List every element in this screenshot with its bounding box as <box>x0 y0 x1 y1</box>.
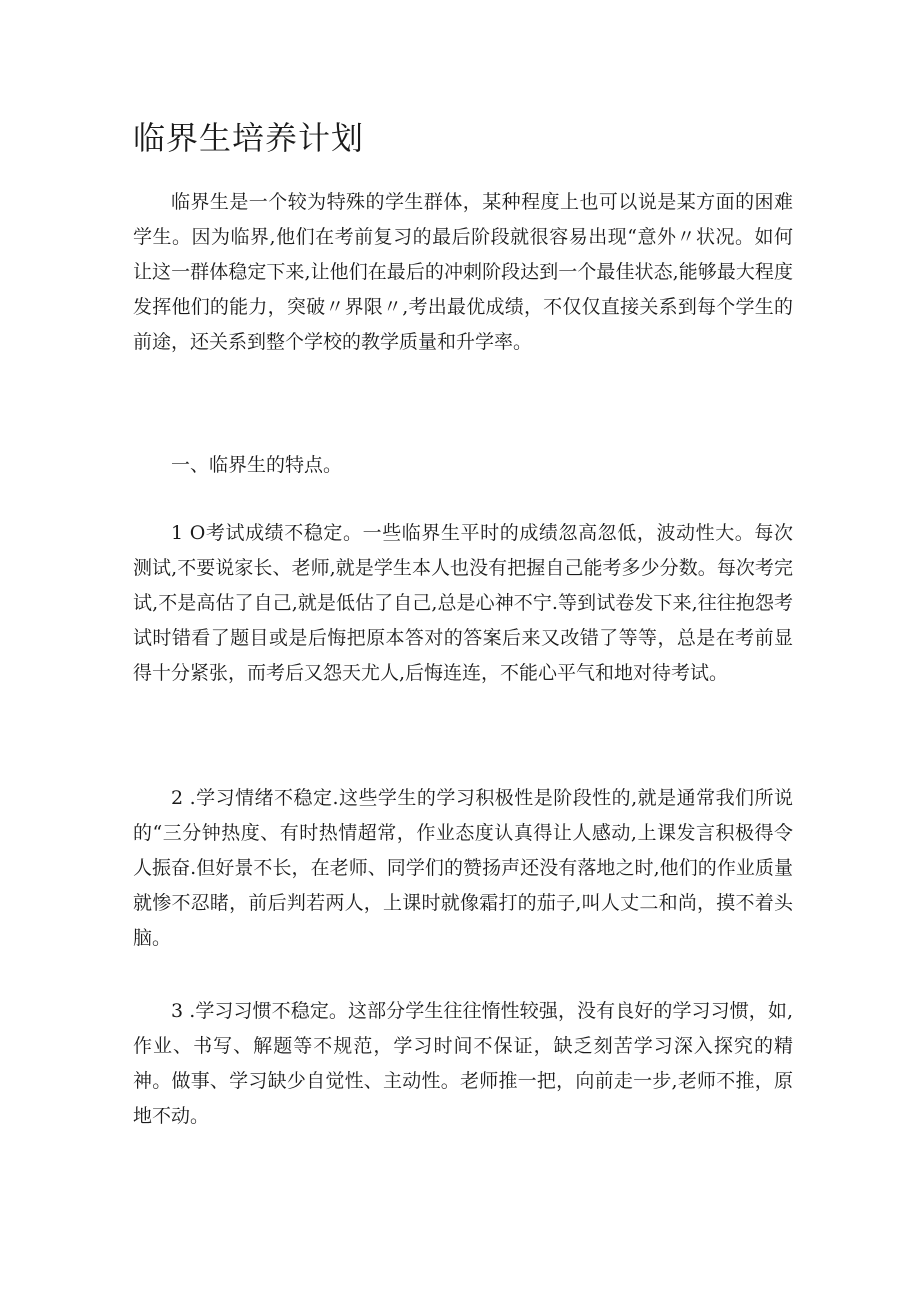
section-heading-characteristics: 一、临界生的特点。 <box>171 454 343 476</box>
list-item-2: 2 .学习情绪不稳定.这些学生的学习积极性是阶段性的,就是通常我们所说的“三分钟热度、有时热情超常，作业态度认真得让人感动,上课发言积极得令人振奋.但好景不长，在老师、同学们的赞扬声还没有落地之时,他们的作业质量就惨不忍睹，前后判若两人，上课时就像霜打的茄子,叫人丈二和尚，摸不着头脑。 <box>133 787 793 949</box>
document-title: 临界生培养计划 <box>133 119 365 157</box>
list-item-1: 1 O考试成绩不稳定。一些临界生平时的成绩忽高忽低，波动性大。每次测试,不要说家长、老师,就是学生本人也没有把握自己能考多少分数。每次考完试,不是高估了自己,就是低估了自己,总是心神不宁.等到试卷发下来,往往抱怨考试时错看了题目或是后悔把原本答对的答案后来又改错了等等，总是在考前显得十分紧张，而考后又怨天尤人,后悔连连，不能心平气和地对待考试。 <box>133 522 793 684</box>
intro-paragraph: 临界生是一个较为特殊的学生群体，某种程度上也可以说是某方面的困难学生。因为临界,他们在考前复习的最后阶段就很容易出现“意外〃状况。如何让这一群体稳定下来,让他们在最后的冲刺阶段达到一个最佳状态,能够最大程度发挥他们的能力，突破〃界限〃,考出最优成绩，不仅仅直接关系到每个学生的前途，还关系到整个学校的教学质量和升学率。 <box>133 191 793 353</box>
list-item-3: 3 .学习习惯不稳定。这部分学生往往惰性较强，没有良好的学习习惯，如,作业、书写、解题等不规范，学习时间不保证，缺乏刻苦学习深入探究的精神。做事、学习缺少自觉性、主动性。老师推一把，向前走一步,老师不推，原地不动。 <box>133 1000 793 1127</box>
